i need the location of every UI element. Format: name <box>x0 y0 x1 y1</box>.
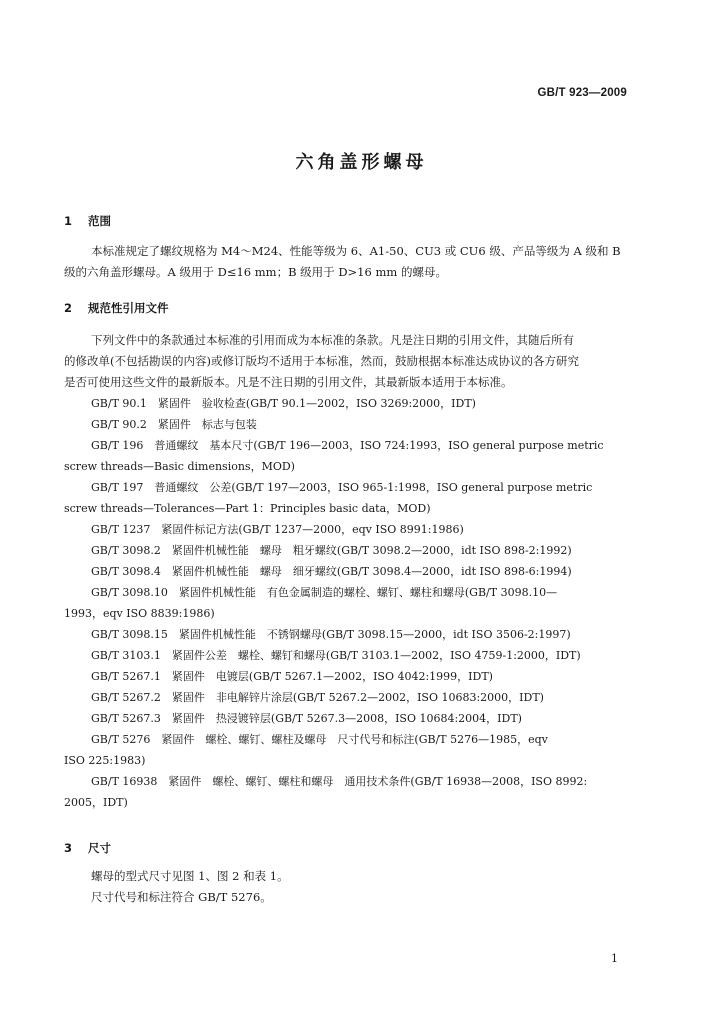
text-line: 级的六角盖形螺母。A 级用于 D≤16 mm；B 级用于 D>16 mm 的螺母。 <box>64 265 447 279</box>
section-title: 范围 <box>88 214 111 228</box>
reference-item: GB/T 90.2 紧固件 标志与包装 <box>91 418 257 431</box>
reference-item: GB/T 16938 紧固件 螺栓、螺钉、螺柱和螺母 通用技术条件(GB/T 16938—2008，ISO 8992: <box>91 775 588 788</box>
reference-item: GB/T 197 普通螺纹 公差(GB/T 197—2003，ISO 965-1:1998，ISO general purpose metric <box>91 481 593 494</box>
reference-item: GB/T 3098.15 紧固件机械性能 不锈钢螺母(GB/T 3098.15—2000，idt ISO 3506-2:1997) <box>91 628 571 641</box>
reference-item-continuation: ISO 225:1983) <box>64 754 146 767</box>
reference-item-continuation: 2005，IDT) <box>64 796 128 809</box>
section-2-intro <box>64 330 628 393</box>
text-line: 的修改单(不包括勘误的内容)或修订版均不适用于本标准，然而，鼓励根据本标准达成协议的各方研究 <box>64 354 579 368</box>
text-line: 尺寸代号和标注符合 GB/T 5276。 <box>91 890 272 904</box>
reference-item: GB/T 3098.4 紧固件机械性能 螺母 细牙螺纹(GB/T 3098.4—2000，idt ISO 898-6:1994) <box>91 565 572 578</box>
section-title: 规范性引用文件 <box>88 301 169 315</box>
section-3-heading <box>64 840 111 856</box>
section-1-heading <box>64 213 111 229</box>
text-line: 螺母的型式尺寸见图 1、图 2 和表 1。 <box>91 869 289 883</box>
document-title: 六角盖形螺母 <box>295 152 428 173</box>
reference-item: GB/T 5267.1 紧固件 电镀层(GB/T 5267.1—2002，ISO 4042:1999，IDT) <box>91 670 493 683</box>
reference-item-continuation: screw threads—Tolerances—Part 1：Principles basic data，MOD) <box>64 502 431 515</box>
text-line: 下列文件中的条款通过本标准的引用而成为本标准的条款。凡是注日期的引用文件，其随后所有 <box>91 333 574 347</box>
section-number: 1 <box>64 214 73 228</box>
section-title: 尺寸 <box>88 841 111 855</box>
reference-item: GB/T 3098.2 紧固件机械性能 螺母 粗牙螺纹(GB/T 3098.2—2000，idt ISO 898-2:1992) <box>91 544 572 557</box>
section-number: 3 <box>64 841 73 855</box>
reference-item: GB/T 196 普通螺纹 基本尺寸(GB/T 196—2003，ISO 724:1993，ISO general purpose metric <box>91 439 604 452</box>
page-number: 1 <box>611 952 618 965</box>
standard-code: GB/T 923—2009 <box>537 87 627 99</box>
reference-item: GB/T 1237 紧固件标记方法(GB/T 1237—2000，eqv ISO 8991:1986) <box>91 523 464 536</box>
reference-item-continuation: 1993，eqv ISO 8839:1986) <box>64 607 215 620</box>
reference-list <box>64 393 628 813</box>
text-line: 本标准规定了螺纹规格为 M4～M24、性能等级为 6、A1-50、CU3 或 CU6 级、产品等级为 A 级和 B <box>91 244 621 258</box>
reference-item: GB/T 5267.2 紧固件 非电解锌片涂层(GB/T 5267.2—2002，ISO 10683:2000，IDT) <box>91 691 544 704</box>
section-number: 2 <box>64 301 73 315</box>
reference-item: GB/T 5267.3 紧固件 热浸镀锌层(GB/T 5267.3—2008，ISO 10684:2004，IDT) <box>91 712 522 725</box>
reference-item: GB/T 3103.1 紧固件公差 螺栓、螺钉和螺母(GB/T 3103.1—2002，ISO 4759-1:2000，IDT) <box>91 649 581 662</box>
section-1-body <box>64 241 628 283</box>
section-3-body <box>64 866 628 908</box>
text-line: 是否可使用这些文件的最新版本。凡是不注日期的引用文件，其最新版本适用于本标准。 <box>64 375 513 389</box>
reference-item: GB/T 90.1 紧固件 验收检查(GB/T 90.1—2002，ISO 3269:2000，IDT) <box>91 397 476 410</box>
section-2-heading <box>64 300 169 316</box>
reference-item-continuation: screw threads—Basic dimensions，MOD) <box>64 460 295 473</box>
reference-item: GB/T 3098.10 紧固件机械性能 有色金属制造的螺栓、螺钉、螺柱和螺母(GB/T 3098.10— <box>91 586 558 599</box>
reference-item: GB/T 5276 紧固件 螺栓、螺钉、螺柱及螺母 尺寸代号和标注(GB/T 5276—1985，eqv <box>91 733 548 746</box>
